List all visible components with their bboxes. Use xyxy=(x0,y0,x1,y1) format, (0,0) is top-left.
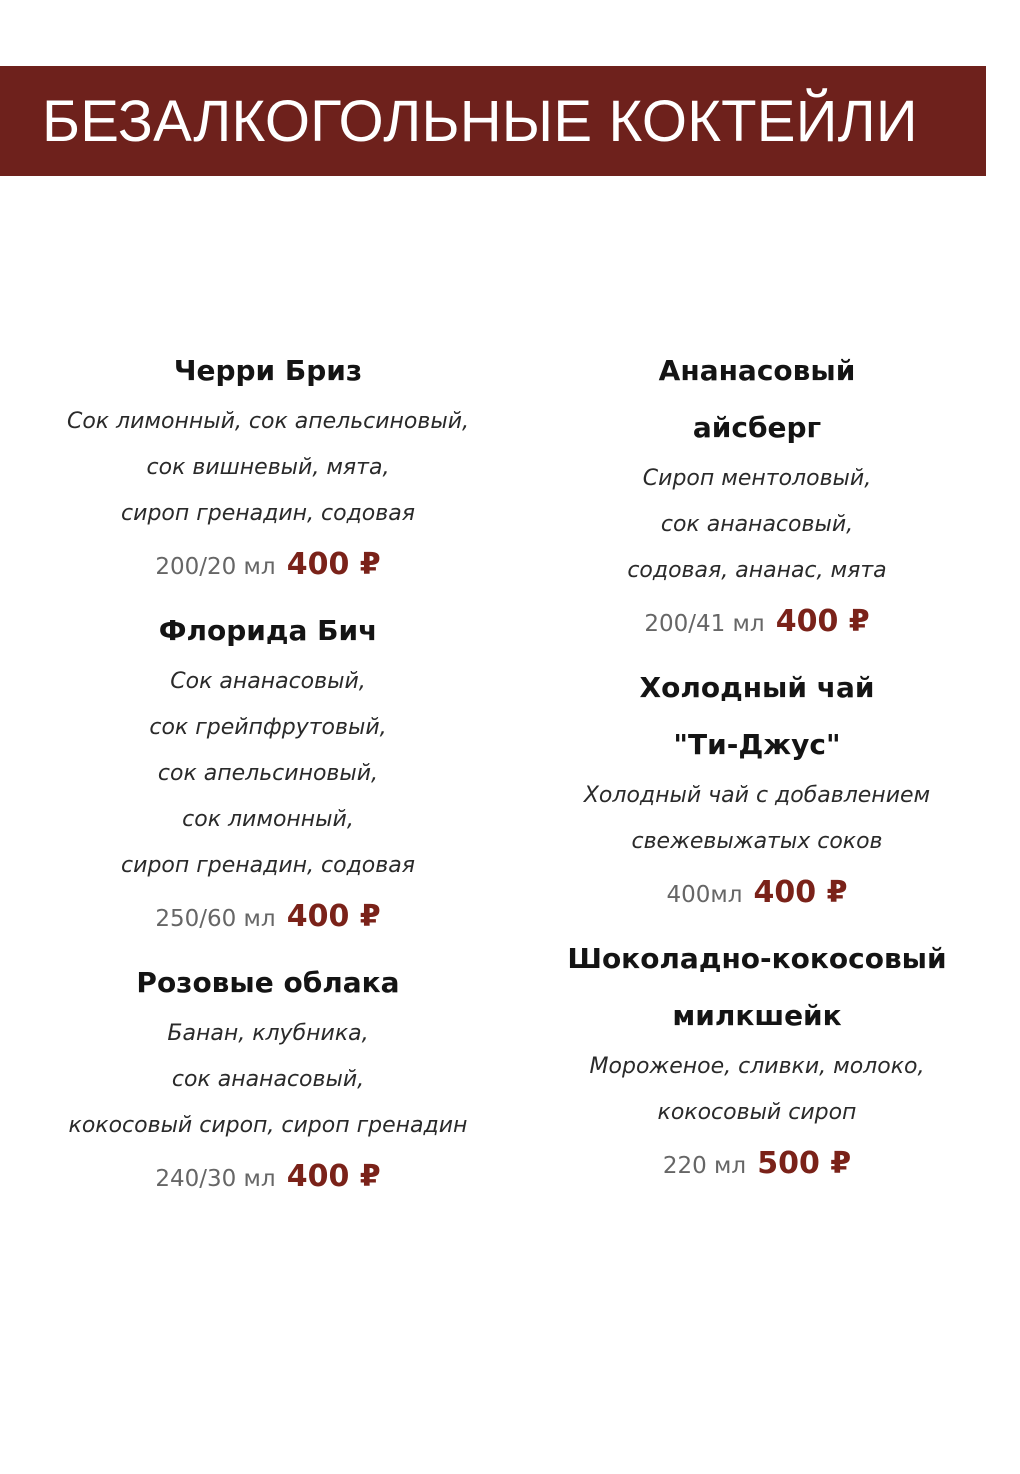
item-description-line: сироп гренадин, содовая xyxy=(121,853,415,878)
item-description-line: свежевыжатых соков xyxy=(631,829,883,854)
item-footer xyxy=(552,592,962,656)
item-volume: 220 мл xyxy=(662,1153,747,1179)
page-title: БЕЗАЛКОГОЛЬНЫЕ КОКТЕЙЛИ xyxy=(42,89,918,154)
menu-item-pink-clouds xyxy=(48,954,488,1211)
item-name: Розовые облака xyxy=(136,966,400,999)
item-description-line: Мороженое, сливки, молоко, xyxy=(589,1054,925,1079)
item-name: Холодный чай xyxy=(639,671,875,704)
menu-item-chocolate-coconut-milkshake xyxy=(552,930,962,1198)
menu-column-left xyxy=(48,342,488,1211)
menu-item-iced-tea xyxy=(552,659,962,927)
menu-column-right xyxy=(552,342,962,1198)
item-price: 400 ₽ xyxy=(753,875,848,910)
item-description-line: Сок лимонный, сок апельсиновый, xyxy=(66,409,470,434)
item-name: айсберг xyxy=(692,411,822,444)
item-volume: 250/60 мл xyxy=(155,906,276,932)
item-description-line: сок ананасовый, xyxy=(171,1067,365,1092)
menu-item-cherry-breeze xyxy=(48,342,488,599)
item-description-line: сок грейпфрутовый, xyxy=(149,715,387,740)
item-name: Ананасовый xyxy=(658,354,856,387)
item-volume: 200/41 мл xyxy=(644,611,765,637)
item-name: Черри Бриз xyxy=(173,354,363,387)
item-price: 400 ₽ xyxy=(775,604,870,639)
item-description-line: Сироп ментоловый, xyxy=(642,466,872,491)
item-description-line: Банан, клубника, xyxy=(167,1021,369,1046)
menu-item-pineapple-iceberg xyxy=(552,342,962,656)
item-footer xyxy=(552,863,962,927)
item-description-line: сок апельсиновый, xyxy=(157,761,379,786)
item-footer xyxy=(48,535,488,599)
item-price: 500 ₽ xyxy=(757,1146,852,1181)
item-price: 400 ₽ xyxy=(286,547,381,582)
item-name: Флорида Бич xyxy=(158,614,378,647)
item-price: 400 ₽ xyxy=(286,1159,381,1194)
item-description-line: сок вишневый, мята, xyxy=(146,455,390,480)
menu-item-florida-beach xyxy=(48,602,488,951)
item-description-line: сок лимонный, xyxy=(182,807,354,832)
item-footer xyxy=(552,1134,962,1198)
item-volume: 400мл xyxy=(666,882,743,908)
item-name: Шоколадно-кокосовый xyxy=(567,942,947,975)
item-volume: 200/20 мл xyxy=(155,554,276,580)
item-description-line: сироп гренадин, содовая xyxy=(121,501,415,526)
item-description-line: кокосовый сироп, сироп гренадин xyxy=(68,1113,468,1138)
item-description-line: содовая, ананас, мята xyxy=(627,558,887,583)
header-banner xyxy=(0,66,986,176)
item-price: 400 ₽ xyxy=(286,899,381,934)
item-footer xyxy=(48,887,488,951)
item-name: "Ти-Джус" xyxy=(673,728,841,761)
item-volume: 240/30 мл xyxy=(155,1166,276,1192)
item-description-line: кокосовый сироп xyxy=(657,1100,857,1125)
item-footer xyxy=(48,1147,488,1211)
item-description-line: сок ананасовый, xyxy=(660,512,854,537)
item-description-line: Холодный чай с добавлением xyxy=(583,783,931,808)
item-description-line: Сок ананасовый, xyxy=(170,669,366,694)
item-name: милкшейк xyxy=(672,999,842,1032)
